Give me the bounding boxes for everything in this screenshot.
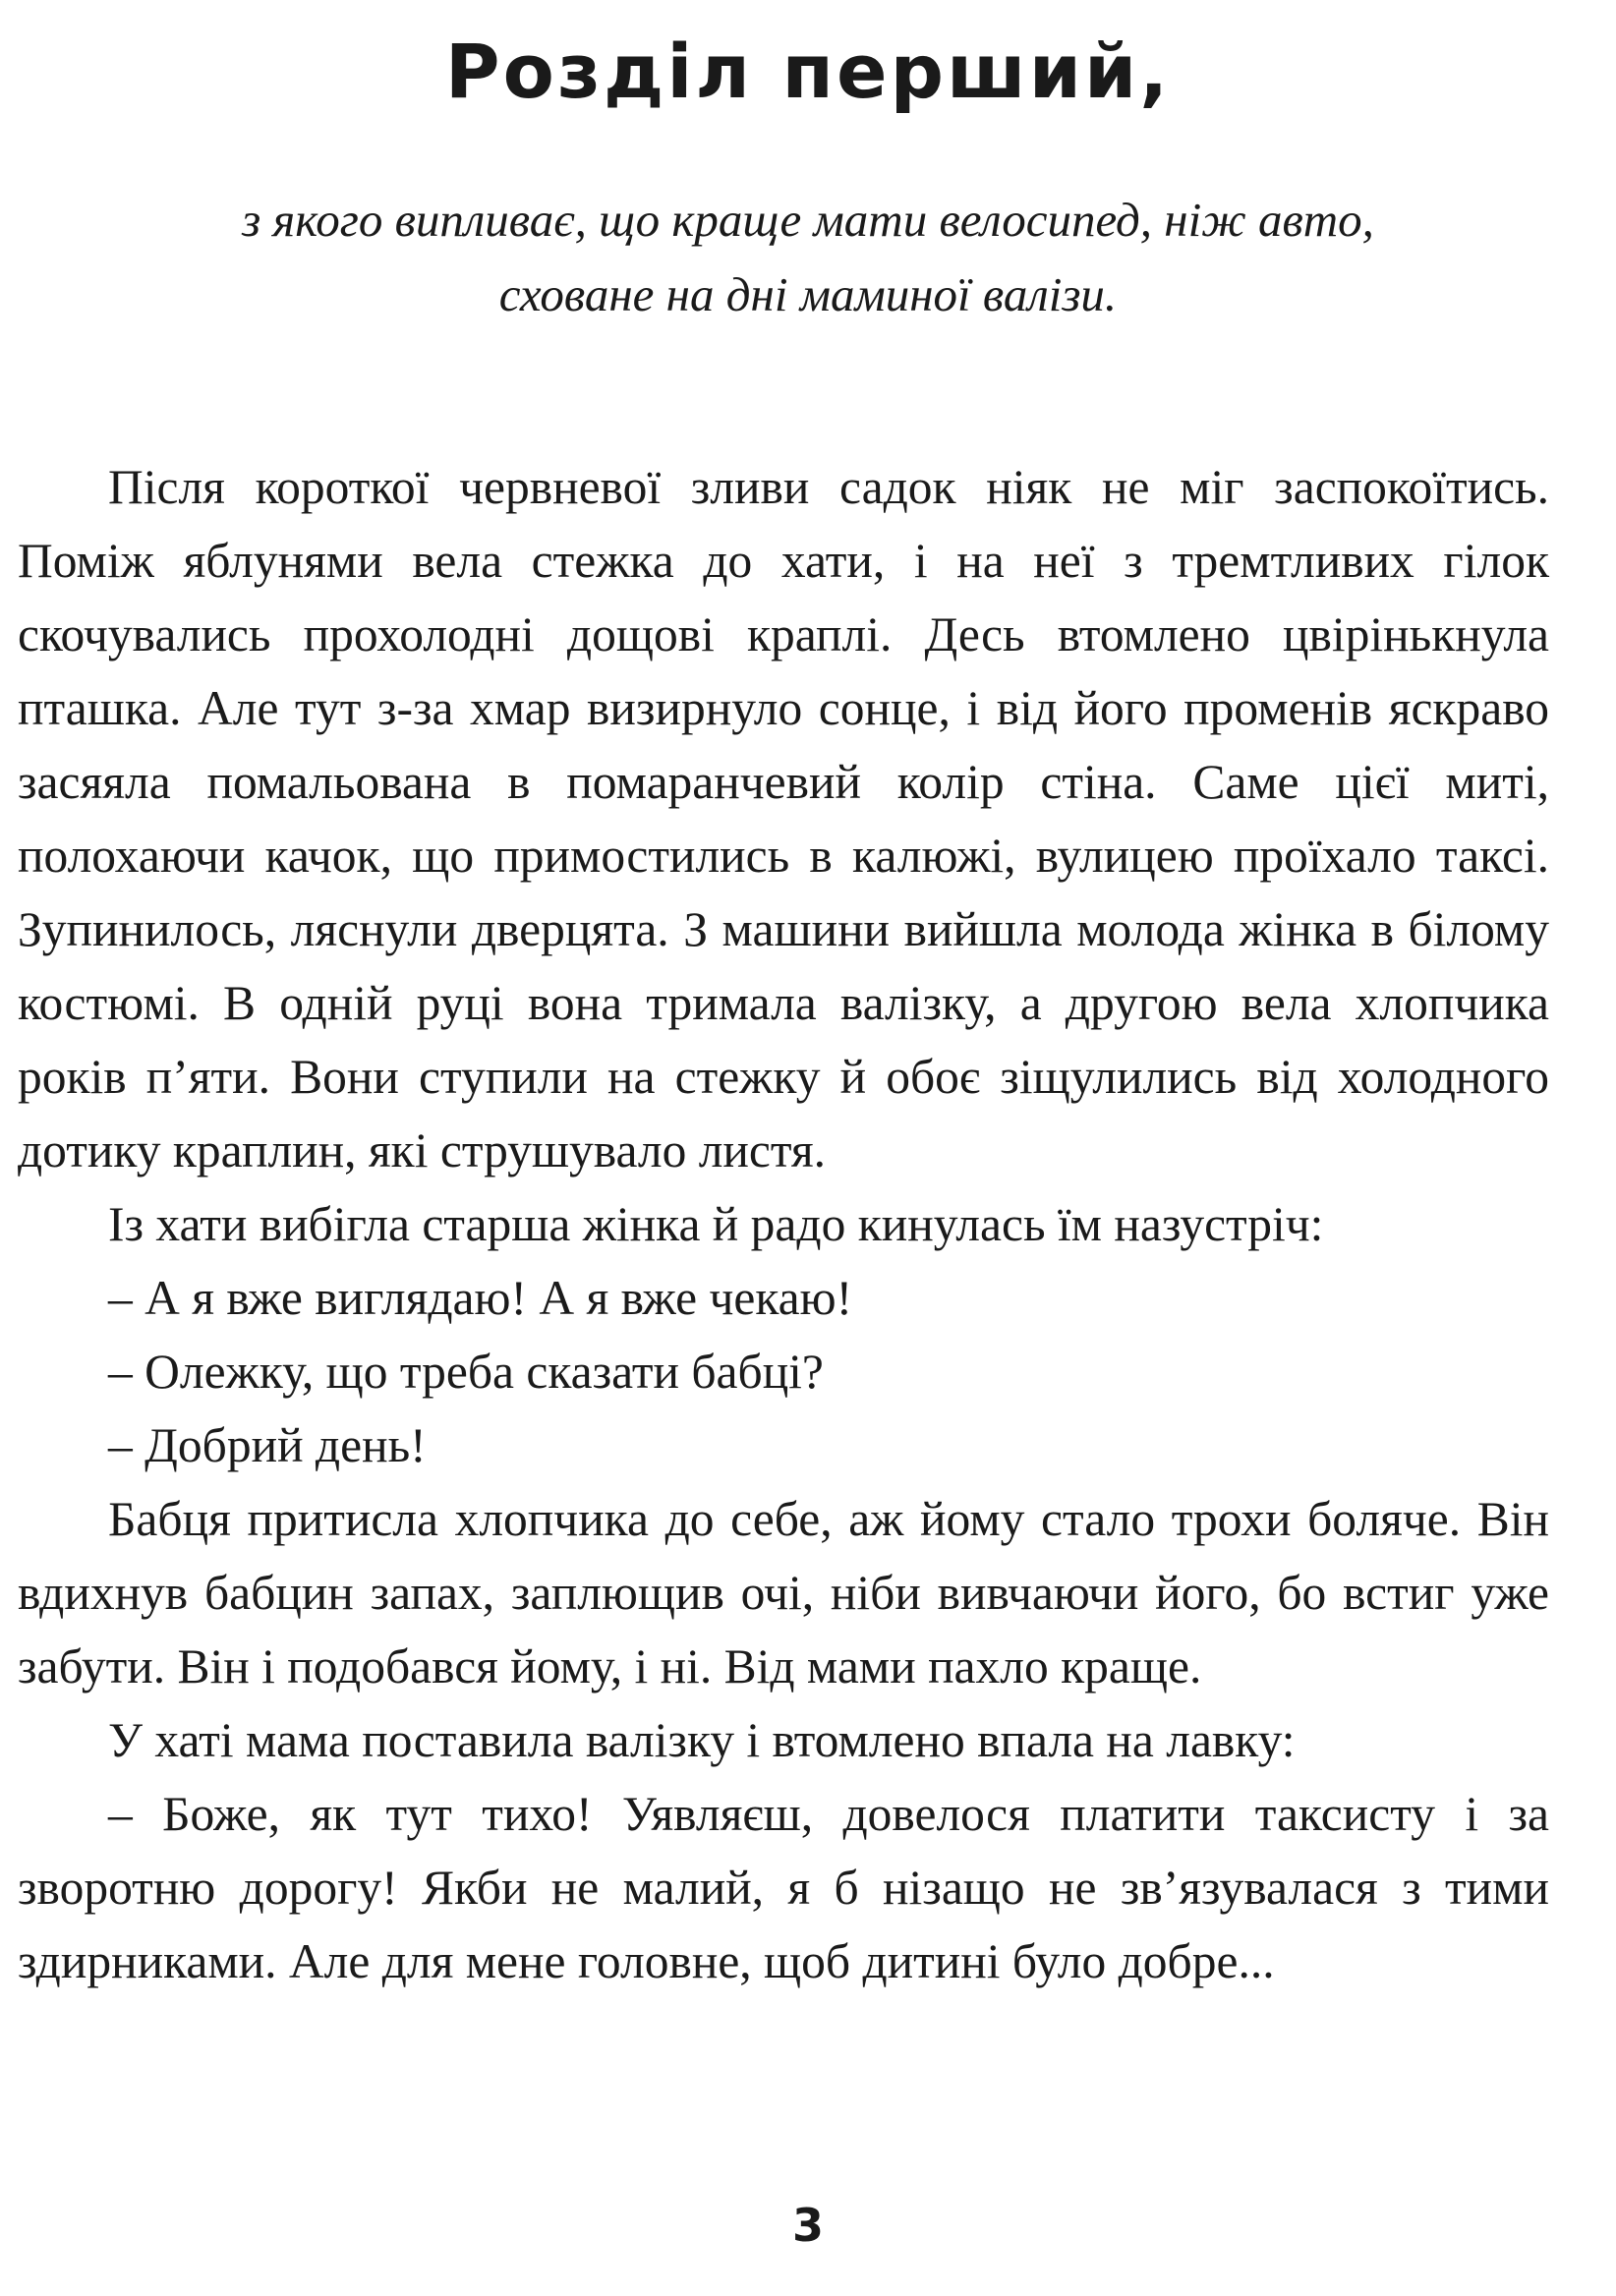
dialogue-line-2: – Олежку, що треба сказати бабці? <box>108 1345 824 1399</box>
chapter-body <box>18 450 1549 1998</box>
dialogue-line-4: – Боже, як тут тихо! Уявляєш, довелося платити таксисту і за зворотню дорогу! Якби не малий, я б нізащо не зв’язувалася з тими здирниками. Але для мене головне, щоб дитині було добре... <box>18 1787 1549 1988</box>
chapter-subtitle-line-2: сховане на дні маминої валізи. <box>498 267 1118 321</box>
paragraph-4: У хаті мама поставила валізку і втомлено впала на лавку: <box>108 1713 1296 1767</box>
chapter-title: Розділ перший, <box>444 28 1172 115</box>
dialogue-line-1: – А я вже виглядаю! А я вже чекаю! <box>108 1271 853 1325</box>
page-number: 3 <box>791 2199 824 2252</box>
paragraph-1: Після короткої червневої зливи садок ніяк не міг заспокоїтись. Поміж яблунями вела стежка до хати, і на неї з тремтливих гілок скочувались прохолодні дощові краплі. Десь втомлено цвірінькнула пташка. Але тут з-за хмар визирнуло сонце, і від його променів яскраво засяяла помальована в помаранчевий колір стіна. Саме цієї миті, полохаючи качок, що примостились в калюжі, вулицею проїхало таксі. Зупинилось, ляснули дверцята. З машини вийшла молода жінка в білому костюмі. В одній руці вона тримала валізку, а другою вела хлопчика років п’яти. Вони ступили на стежку й обоє зіщулились від холодного дотику краплин, які струшувало листя. <box>18 460 1549 1177</box>
paragraph-3: Бабця притисла хлопчика до себе, аж йому стало трохи боляче. Він вдихнув бабцин запах, заплющив очі, ніби вивчаючи його, бо встиг уже забути. Він і подобався йому, і ні. Від мами пахло краще. <box>18 1492 1549 1693</box>
chapter-subtitle-line-1: з якого випливає, що краще мати велосипед, ніж авто, <box>242 193 1374 247</box>
dialogue-line-3: – Добрий день! <box>108 1418 427 1472</box>
chapter-subtitle <box>59 183 1557 332</box>
paragraph-2: Із хати вибігла старша жінка й радо кинулась їм назустріч: <box>108 1197 1324 1251</box>
